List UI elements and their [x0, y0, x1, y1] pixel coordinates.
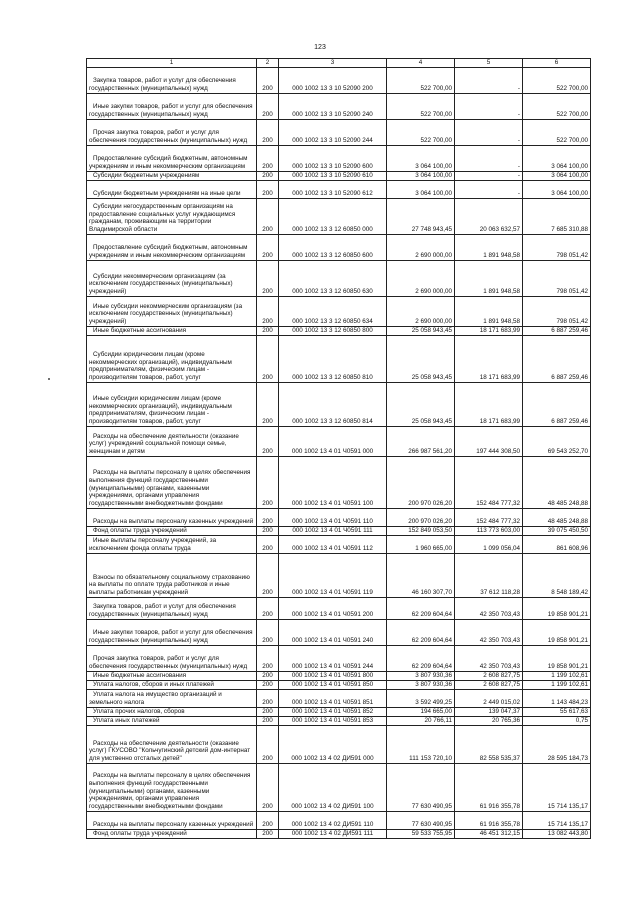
row-code-cell: 200	[257, 708, 279, 717]
table-row	[87, 457, 591, 509]
table-row	[87, 764, 591, 812]
row-name-cell: Предоставление субсидий бюджетным, автономным учреждениям и иным некоммерческим организациям	[87, 235, 257, 261]
row-name-cell: Фонд оплаты труда учреждений	[87, 527, 257, 536]
row-unexecuted-cell: 6 887 259,46	[523, 336, 591, 383]
row-executed-cell: -	[455, 181, 523, 199]
row-name-cell: Иные бюджетные ассигнования	[87, 672, 257, 681]
row-kbk-cell: 000 1002 13 3 10 52090 612	[279, 181, 387, 199]
row-approved-cell: 77 630 490,95	[387, 812, 455, 830]
page-number: 123	[314, 44, 326, 51]
row-kbk-cell: 000 1002 13 4 01 Ч0591 852	[279, 708, 387, 717]
row-code-cell: 200	[257, 690, 279, 708]
row-name-cell: Уплата прочих налогов, сборов	[87, 708, 257, 717]
row-kbk-cell: 000 1002 13 3 10 52090 610	[279, 172, 387, 181]
row-kbk-cell: 000 1002 13 4 02 ДИ591 111	[279, 830, 387, 839]
table-row	[87, 509, 591, 527]
row-kbk-cell: 000 1002 13 4 01 Ч0591 240	[279, 620, 387, 646]
row-unexecuted-cell: 55 617,63	[523, 708, 591, 717]
row-kbk-cell: 000 1002 13 4 01 Ч0591 244	[279, 646, 387, 672]
row-kbk-cell: 000 1002 13 4 01 Ч0591 110	[279, 509, 387, 527]
row-executed-cell: 46 451 312,15	[455, 830, 523, 839]
table-row	[87, 336, 591, 383]
table-row	[87, 527, 591, 536]
row-unexecuted-cell: 522 700,00	[523, 68, 591, 94]
row-approved-cell: 46 160 307,70	[387, 554, 455, 598]
row-name-cell: Иные выплаты персоналу учреждений, за исключением фонда оплаты труда	[87, 536, 257, 554]
row-code-cell: 200	[257, 509, 279, 527]
row-code-cell: 200	[257, 427, 279, 457]
row-approved-cell: 522 700,00	[387, 68, 455, 94]
row-code-cell: 200	[257, 717, 279, 726]
row-unexecuted-cell: 1 199 102,61	[523, 681, 591, 690]
row-executed-cell: 20 765,36	[455, 717, 523, 726]
row-code-cell: 200	[257, 536, 279, 554]
row-name-cell: Закупка товаров, работ и услуг для обеспечения государственных (муниципальных) нужд	[87, 68, 257, 94]
row-approved-cell: 62 209 604,64	[387, 598, 455, 620]
row-unexecuted-cell: 798 051,42	[523, 235, 591, 261]
table-row	[87, 620, 591, 646]
table-row	[87, 327, 591, 336]
row-unexecuted-cell: 39 075 450,50	[523, 527, 591, 536]
row-name-cell: Расходы на выплаты персоналу в целях обеспечения выполнения функций государственными (муниципальными) органами, казенными учреждениями, органами управления государственными внебюджетными фондами	[87, 457, 257, 509]
row-kbk-cell: 000 1002 13 3 10 52090 600	[279, 146, 387, 172]
row-code-cell: 200	[257, 554, 279, 598]
row-name-cell: Расходы на обеспечение деятельности (оказание услуг) учреждений социальной помощи семье, женщинам и детям	[87, 427, 257, 457]
row-executed-cell: 1 891 948,58	[455, 235, 523, 261]
row-executed-cell: 2 608 827,75	[455, 672, 523, 681]
row-unexecuted-cell: 1 143 484,23	[523, 690, 591, 708]
table-row	[87, 717, 591, 726]
row-approved-cell: 3 592 499,25	[387, 690, 455, 708]
row-executed-cell: 42 350 703,43	[455, 646, 523, 672]
row-executed-cell: 37 612 118,28	[455, 554, 523, 598]
table-row	[87, 172, 591, 181]
row-kbk-cell: 000 1002 13 3 12 60850 814	[279, 383, 387, 427]
row-name-cell: Закупка товаров, работ и услуг для обеспечения государственных (муниципальных) нужд	[87, 598, 257, 620]
row-unexecuted-cell: 861 608,96	[523, 536, 591, 554]
row-kbk-cell: 000 1002 13 4 01 Ч0591 850	[279, 681, 387, 690]
row-name-cell: Субсидии юридическим лицам (кроме некоммерческих организаций), индивидуальным предпринимателям, физическим лицам - производителям товаров, работ, услуг	[87, 336, 257, 383]
row-executed-cell: 1 891 948,58	[455, 297, 523, 327]
row-name-cell: Субсидии бюджетным учреждениям	[87, 172, 257, 181]
row-executed-cell: 20 063 632,57	[455, 199, 523, 235]
row-code-cell: 200	[257, 764, 279, 812]
row-kbk-cell: 000 1002 13 3 12 60850 634	[279, 297, 387, 327]
table-row	[87, 181, 591, 199]
row-kbk-cell: 000 1002 13 4 01 Ч0591 853	[279, 717, 387, 726]
row-unexecuted-cell: 28 595 184,73	[523, 726, 591, 764]
row-unexecuted-cell: 798 051,42	[523, 261, 591, 297]
row-kbk-cell: 000 1002 13 4 01 Ч0591 100	[279, 457, 387, 509]
row-executed-cell: 42 350 703,43	[455, 620, 523, 646]
row-kbk-cell: 000 1002 13 3 10 52090 244	[279, 120, 387, 146]
row-unexecuted-cell: 6 887 259,46	[523, 383, 591, 427]
row-executed-cell: 113 773 603,00	[455, 527, 523, 536]
row-name-cell: Предоставление субсидий бюджетным, автономным учреждениям и иным некоммерческим организациям	[87, 146, 257, 172]
row-unexecuted-cell: 13 082 443,80	[523, 830, 591, 839]
row-kbk-cell: 000 1002 13 3 12 60850 630	[279, 261, 387, 297]
row-approved-cell: 62 209 604,64	[387, 620, 455, 646]
row-name-cell: Прочая закупка товаров, работ и услуг для обеспечения государственных (муниципальных) нужд	[87, 120, 257, 146]
table-row	[87, 812, 591, 830]
row-name-cell: Иные субсидии некоммерческим организациям (за исключением государственных (муниципальных) учреждений)	[87, 297, 257, 327]
table-row	[87, 598, 591, 620]
row-approved-cell: 522 700,00	[387, 94, 455, 120]
row-unexecuted-cell: 522 700,00	[523, 120, 591, 146]
row-code-cell: 200	[257, 336, 279, 383]
row-executed-cell: 1 099 056,04	[455, 536, 523, 554]
row-kbk-cell: 000 1002 13 3 12 60850 810	[279, 336, 387, 383]
row-executed-cell: 18 171 683,99	[455, 336, 523, 383]
row-unexecuted-cell: 48 485 248,88	[523, 509, 591, 527]
table-row	[87, 681, 591, 690]
table-row	[87, 536, 591, 554]
row-kbk-cell: 000 1002 13 3 12 60850 600	[279, 235, 387, 261]
row-executed-cell: 152 484 777,32	[455, 509, 523, 527]
row-code-cell: 200	[257, 598, 279, 620]
row-code-cell: 200	[257, 457, 279, 509]
row-name-cell: Уплата налога на имущество организаций и земельного налога	[87, 690, 257, 708]
row-code-cell: 200	[257, 830, 279, 839]
row-name-cell: Фонд оплаты труда учреждений	[87, 830, 257, 839]
row-code-cell: 200	[257, 297, 279, 327]
row-kbk-cell: 000 1002 13 4 01 Ч0591 851	[279, 690, 387, 708]
row-kbk-cell: 000 1002 13 4 01 Ч0591 800	[279, 672, 387, 681]
row-unexecuted-cell: 6 887 259,46	[523, 327, 591, 336]
row-approved-cell: 3 807 930,36	[387, 681, 455, 690]
row-approved-cell: 522 700,00	[387, 120, 455, 146]
table-row	[87, 427, 591, 457]
table-row	[87, 297, 591, 327]
row-kbk-cell: 000 1002 13 4 01 Ч0591 111	[279, 527, 387, 536]
row-code-cell: 200	[257, 672, 279, 681]
row-unexecuted-cell: 3 064 100,00	[523, 181, 591, 199]
row-executed-cell: -	[455, 94, 523, 120]
row-name-cell: Субсидии бюджетным учреждениям на иные цели	[87, 181, 257, 199]
row-name-cell: Уплата иных платежей	[87, 717, 257, 726]
table-row	[87, 672, 591, 681]
row-name-cell: Уплата налогов, сборов и иных платежей	[87, 681, 257, 690]
row-executed-cell: 61 916 355,78	[455, 764, 523, 812]
row-executed-cell: 2 608 827,75	[455, 681, 523, 690]
row-approved-cell: 62 209 604,64	[387, 646, 455, 672]
row-code-cell: 200	[257, 120, 279, 146]
row-approved-cell: 2 690 000,00	[387, 261, 455, 297]
row-unexecuted-cell: 522 700,00	[523, 94, 591, 120]
row-code-cell: 200	[257, 261, 279, 297]
row-unexecuted-cell: 1 199 102,61	[523, 672, 591, 681]
row-name-cell: Иные субсидии юридическим лицам (кроме некоммерческих организаций), индивидуальным предпринимателям, физическим лицам - производителям товаров, работ, услуг	[87, 383, 257, 427]
table-row	[87, 830, 591, 839]
row-executed-cell: -	[455, 68, 523, 94]
row-unexecuted-cell: 3 064 100,00	[523, 146, 591, 172]
header-col-3: 3	[279, 59, 387, 68]
row-kbk-cell: 000 1002 13 3 12 60850 000	[279, 199, 387, 235]
row-code-cell: 200	[257, 726, 279, 764]
row-unexecuted-cell: 15 714 135,17	[523, 812, 591, 830]
row-executed-cell: 18 171 683,99	[455, 327, 523, 336]
row-executed-cell: 82 558 535,37	[455, 726, 523, 764]
row-unexecuted-cell: 3 064 100,00	[523, 172, 591, 181]
header-row	[87, 59, 591, 68]
table-row	[87, 646, 591, 672]
row-unexecuted-cell: 15 714 135,17	[523, 764, 591, 812]
row-executed-cell: 152 484 777,32	[455, 457, 523, 509]
row-executed-cell: 2 449 015,02	[455, 690, 523, 708]
row-kbk-cell: 000 1002 13 4 01 Ч0591 119	[279, 554, 387, 598]
header-col-2: 2	[257, 59, 279, 68]
header-col-4: 4	[387, 59, 455, 68]
row-code-cell: 200	[257, 327, 279, 336]
table-row	[87, 68, 591, 94]
row-approved-cell: 25 058 943,45	[387, 383, 455, 427]
row-approved-cell: 266 987 561,20	[387, 427, 455, 457]
row-code-cell: 200	[257, 646, 279, 672]
row-kbk-cell: 000 1002 13 4 01 Ч0591 112	[279, 536, 387, 554]
row-unexecuted-cell: 7 685 310,88	[523, 199, 591, 235]
row-name-cell: Иные закупки товаров, работ и услуг для обеспечения государственных (муниципальных) нужд	[87, 94, 257, 120]
row-code-cell: 200	[257, 235, 279, 261]
row-unexecuted-cell: 798 051,42	[523, 297, 591, 327]
row-code-cell: 200	[257, 68, 279, 94]
row-code-cell: 200	[257, 620, 279, 646]
header-col-6: 6	[523, 59, 591, 68]
row-code-cell: 200	[257, 94, 279, 120]
row-approved-cell: 25 058 943,45	[387, 327, 455, 336]
row-approved-cell: 3 807 930,36	[387, 672, 455, 681]
row-code-cell: 200	[257, 181, 279, 199]
row-name-cell: Иные бюджетные ассигнования	[87, 327, 257, 336]
table-row	[87, 554, 591, 598]
row-name-cell: Взносы по обязательному социальному страхованию на выплаты по оплате труда работников и иные выплаты работникам учреждений	[87, 554, 257, 598]
row-executed-cell: 139 047,37	[455, 708, 523, 717]
scan-speck	[48, 378, 50, 380]
row-approved-cell: 152 849 053,50	[387, 527, 455, 536]
table-row	[87, 199, 591, 235]
header-col-1: 1	[87, 59, 257, 68]
row-code-cell: 200	[257, 172, 279, 181]
row-executed-cell: 61 916 355,78	[455, 812, 523, 830]
row-approved-cell: 27 748 943,45	[387, 199, 455, 235]
row-name-cell: Субсидии некоммерческим организациям (за исключением государственных (муниципальных) учреждений)	[87, 261, 257, 297]
row-kbk-cell: 000 1002 13 4 02 ДИ591 100	[279, 764, 387, 812]
row-code-cell: 200	[257, 681, 279, 690]
row-name-cell: Расходы на выплаты персоналу казенных учреждений	[87, 509, 257, 527]
row-executed-cell: -	[455, 120, 523, 146]
row-approved-cell: 1 960 665,00	[387, 536, 455, 554]
row-unexecuted-cell: 8 548 189,42	[523, 554, 591, 598]
table-row	[87, 235, 591, 261]
row-kbk-cell: 000 1002 13 3 12 60850 800	[279, 327, 387, 336]
row-code-cell: 200	[257, 527, 279, 536]
table-row	[87, 690, 591, 708]
row-approved-cell: 2 690 000,00	[387, 235, 455, 261]
budget-table	[86, 58, 591, 839]
row-approved-cell: 3 064 100,00	[387, 172, 455, 181]
row-executed-cell: 1 891 948,58	[455, 261, 523, 297]
table-row	[87, 726, 591, 764]
row-code-cell: 200	[257, 812, 279, 830]
row-unexecuted-cell: 0,75	[523, 717, 591, 726]
table-row	[87, 120, 591, 146]
row-approved-cell: 25 058 943,45	[387, 336, 455, 383]
row-kbk-cell: 000 1002 13 4 01 Ч0591 000	[279, 427, 387, 457]
table-row	[87, 383, 591, 427]
row-approved-cell: 3 064 100,00	[387, 146, 455, 172]
row-approved-cell: 111 153 720,10	[387, 726, 455, 764]
row-unexecuted-cell: 19 858 901,21	[523, 620, 591, 646]
row-code-cell: 200	[257, 199, 279, 235]
row-kbk-cell: 000 1002 13 4 02 ДИ591 110	[279, 812, 387, 830]
row-approved-cell: 194 665,00	[387, 708, 455, 717]
row-unexecuted-cell: 19 858 901,21	[523, 598, 591, 620]
table-row	[87, 708, 591, 717]
row-approved-cell: 20 766,11	[387, 717, 455, 726]
row-unexecuted-cell: 48 485 248,88	[523, 457, 591, 509]
header-col-5: 5	[455, 59, 523, 68]
row-kbk-cell: 000 1002 13 3 10 52090 200	[279, 68, 387, 94]
row-approved-cell: 59 533 755,95	[387, 830, 455, 839]
row-approved-cell: 77 630 490,95	[387, 764, 455, 812]
table-row	[87, 94, 591, 120]
row-code-cell: 200	[257, 146, 279, 172]
row-executed-cell: 42 350 703,43	[455, 598, 523, 620]
row-unexecuted-cell: 19 858 901,21	[523, 646, 591, 672]
row-unexecuted-cell: 69 543 252,70	[523, 427, 591, 457]
row-kbk-cell: 000 1002 13 4 02 ДИ591 000	[279, 726, 387, 764]
row-name-cell: Субсидии негосударственным организациям на предоставление социальных услуг нуждающимся гражданам, проживающим на территории Владимирской области	[87, 199, 257, 235]
row-name-cell: Прочая закупка товаров, работ и услуг для обеспечения государственных (муниципальных) нужд	[87, 646, 257, 672]
row-name-cell: Иные закупки товаров, работ и услуг для обеспечения государственных (муниципальных) нужд	[87, 620, 257, 646]
row-name-cell: Расходы на выплаты персоналу казенных учреждений	[87, 812, 257, 830]
row-approved-cell: 200 970 026,20	[387, 509, 455, 527]
row-kbk-cell: 000 1002 13 4 01 Ч0591 200	[279, 598, 387, 620]
row-executed-cell: -	[455, 172, 523, 181]
row-approved-cell: 2 690 000,00	[387, 297, 455, 327]
table-row	[87, 261, 591, 297]
row-executed-cell: -	[455, 146, 523, 172]
row-approved-cell: 200 970 026,20	[387, 457, 455, 509]
row-name-cell: Расходы на выплаты персоналу в целях обеспечения выполнения функций государственными (муниципальными) органами, казенными учреждениями, органами управления государственными внебюджетными фондами	[87, 764, 257, 812]
row-approved-cell: 3 064 100,00	[387, 181, 455, 199]
row-executed-cell: 18 171 683,99	[455, 383, 523, 427]
row-kbk-cell: 000 1002 13 3 10 52090 240	[279, 94, 387, 120]
row-name-cell: Расходы на обеспечение деятельности (оказание услуг) ГКУСОВО "Кольчугинский детский дом-интернат для умственно отсталых детей"	[87, 726, 257, 764]
table-row	[87, 146, 591, 172]
row-code-cell: 200	[257, 383, 279, 427]
row-executed-cell: 197 444 308,50	[455, 427, 523, 457]
